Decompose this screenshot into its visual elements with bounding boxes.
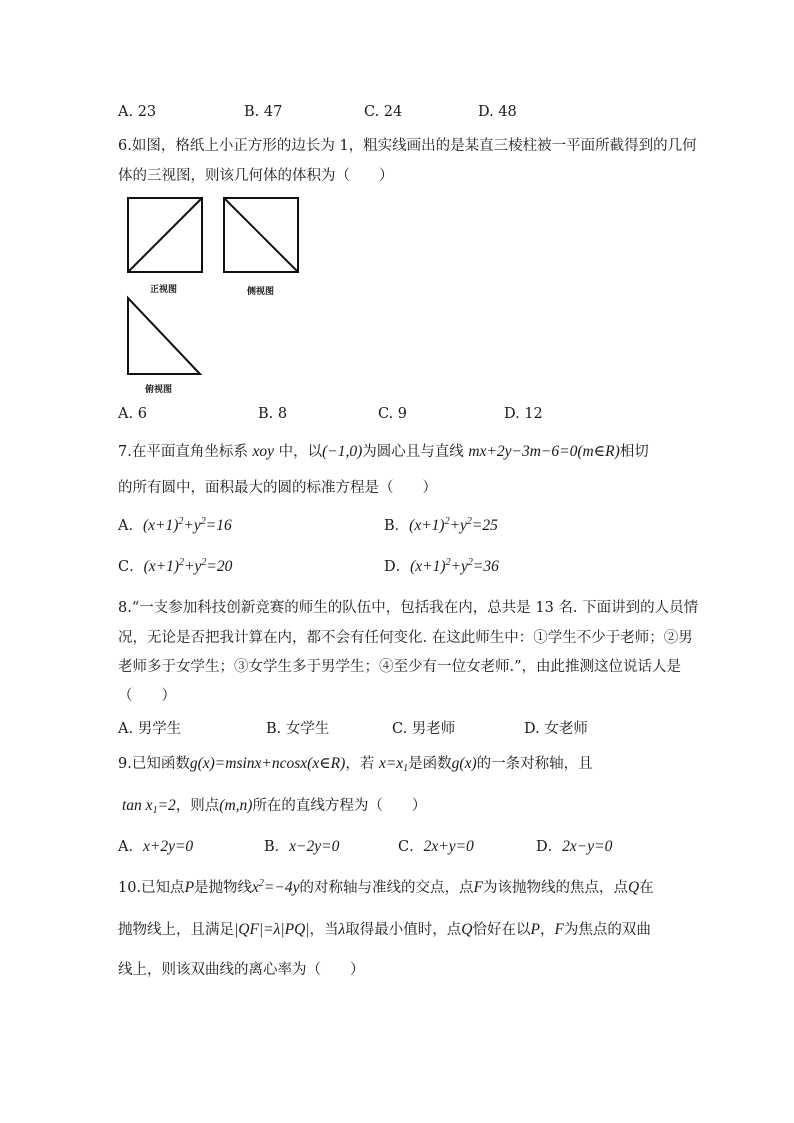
q10-text-line3: 线上，则该双曲线的离心率为（ ） xyxy=(118,962,365,978)
q7-option-d: D．$(x+1)^2+y^2=36$ xyxy=(384,557,499,575)
top-view xyxy=(128,298,200,374)
q8-text-line4: （ ） xyxy=(118,688,176,704)
q8-text-line1: 8.“一支参加科技创新竞赛的师生的队伍中，包括我在内，总共是 13 名. 下面讲到的人员情 xyxy=(118,600,699,616)
q5-option-b: B. 47 xyxy=(244,104,283,120)
front-view xyxy=(128,198,202,272)
side-view-caption: 侧视图 xyxy=(247,287,275,297)
top-view-caption: 俯视图 xyxy=(145,385,173,395)
q7-option-a: A．$(x+1)^2+y^2=16$ xyxy=(118,516,232,534)
q6-text-line2: 体的三视图，则该几何体的体积为（ ） xyxy=(118,168,394,184)
q6-option-c: C. 9 xyxy=(378,406,408,422)
q6-text-line1: 6.如图，格纸上小正方形的边长为 1，粗实线画出的是某直三棱柱被一平面所截得到的几何 xyxy=(118,138,697,154)
q7-text-line1: 7.在平面直角坐标系 xoy 中，以(−1,0)为圆心且与直线 mx+2y−3m−6=0(m∈R)相切 xyxy=(118,443,649,460)
front-view-caption: 正视图 xyxy=(150,285,178,295)
q6-option-d: D. 12 xyxy=(504,406,543,422)
q7-option-c: C．$(x+1)^2+y^2=20$ xyxy=(118,557,233,575)
q7-text-line2: 的所有圆中，面积最大的圆的标准方程是（ ） xyxy=(118,480,437,496)
q8-option-d: D. 女老师 xyxy=(524,721,588,737)
q5-option-d: D. 48 xyxy=(478,104,517,120)
q6-option-b: B. 8 xyxy=(258,406,288,422)
q9-option-c: C．2x+y=0 xyxy=(398,838,474,855)
q10-text-line2: 抛物线上，且满足|QF|=λ|PQ|，当λ取得最小值时，点Q恰好在以P，F为焦点的双曲 xyxy=(118,921,651,938)
q8-text-line3: 老师多于女学生；③女学生多于男学生；④至少有一位女老师.”，由此推测这位说话人是 xyxy=(118,659,682,675)
q8-option-c: C. 男老师 xyxy=(392,721,456,737)
q6-option-a: A. 6 xyxy=(118,406,147,422)
q9-text-line1: 9.已知函数g(x)=msinx+ncosx(x∈R)，若 $x=x_1$是函数g(x)的一条对称轴，且 xyxy=(118,755,593,774)
q7-option-b: B．$(x+1)^2+y^2=25$ xyxy=(384,516,498,534)
q10-text-line1: 10.已知点P是抛物线$x^2=-4y$的对称轴与准线的交点，点F为该抛物线的焦点，点Q在 xyxy=(118,878,654,896)
q8-text-line2: 况，无论是否把我计算在内，都不会有任何变化. 在这此师生中：①学生不少于老师；②男 xyxy=(118,630,693,646)
q8-option-a: A. 男学生 xyxy=(118,721,182,737)
q9-text-line2: $\tan x_1=2$，则点(m,n)所在的直线方程为（ ） xyxy=(122,797,427,816)
q5-option-a: A. 23 xyxy=(118,104,157,120)
q5-option-c: C. 24 xyxy=(364,104,403,120)
q8-option-b: B. 女学生 xyxy=(266,721,330,737)
q9-option-a: A．x+2y=0 xyxy=(118,838,194,855)
side-view xyxy=(224,198,298,272)
three-views-figure xyxy=(120,192,310,402)
q9-option-d: D．2x−y=0 xyxy=(536,838,613,855)
q9-option-b: B．x−2y=0 xyxy=(264,838,340,855)
